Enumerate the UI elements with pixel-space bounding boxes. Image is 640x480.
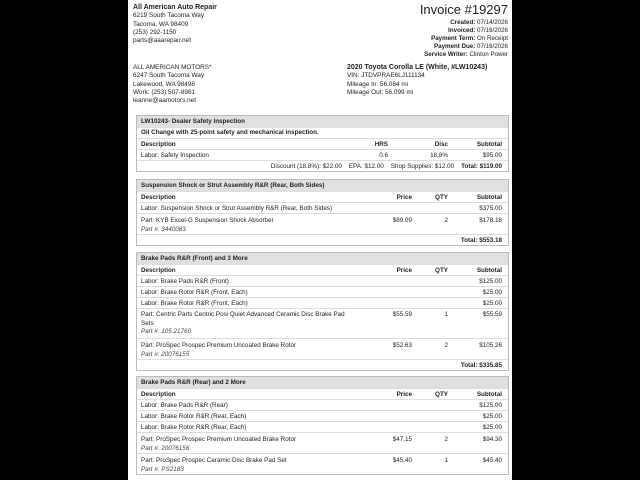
customer-address-2: Lakewood, WA 98498 [133, 80, 195, 88]
shop-address-2: Tacoma, WA 98409 [133, 20, 189, 28]
row-subtotal: $25.00 [482, 289, 502, 296]
row-qty: 2 [444, 217, 448, 224]
row-subtotal: $94.30 [482, 436, 502, 443]
invoice-invoiced: Invoiced: 07/16/2026 [448, 27, 508, 35]
vehicle-mileage-out: Mileage Out: 56,099 mi [347, 88, 414, 96]
job-section [136, 376, 509, 475]
job-title: Suspension Shock or Strut Assembly R&R (Rear, Both Sides) [137, 180, 508, 191]
table-row [137, 432, 508, 453]
job-title: Brake Pads R&R (Rear) and 2 More [137, 377, 508, 388]
table-header-row [137, 264, 508, 275]
col-hrs: HRS [374, 141, 388, 148]
row-subtotal: $45.40 [482, 457, 502, 464]
row-qty: 1 [444, 457, 448, 464]
part-number: Part #: PS2183 [141, 466, 184, 473]
table-row [137, 275, 508, 286]
row-description: Labor: Safety Inspection [141, 152, 209, 159]
summary-supplies: Shop Supplies: $12.00 [390, 163, 455, 170]
job-title: Brake Pads R&R (Front) and 3 More [137, 253, 508, 264]
col-description: Description [141, 194, 176, 201]
row-price: $47.15 [392, 436, 412, 443]
row-subtotal: $55.59 [482, 311, 502, 318]
table-row [137, 308, 508, 338]
row-subtotal: $25.00 [482, 413, 502, 420]
col-qty: QTY [435, 391, 448, 398]
row-qty: 1 [444, 311, 448, 318]
summary-discount: Discount (18.8%): $22.00 [270, 163, 342, 170]
table-row [137, 149, 508, 160]
row-description: Labor: Brake Pads R&R (Rear) [141, 402, 228, 409]
job-title: LW10243- Dealer Safety Inspection [137, 116, 508, 127]
row-description: Labor: Brake Pads R&R (Front) [141, 278, 229, 285]
table-header-row [137, 191, 508, 202]
col-description: Description [141, 267, 176, 274]
row-qty: 2 [444, 436, 448, 443]
part-number: Part #: 20076155 [141, 351, 190, 358]
row-price: $89.09 [392, 217, 412, 224]
col-qty: QTY [435, 194, 448, 201]
row-description: Labor: Brake Rotor R&R (Front, Each) [141, 300, 248, 307]
row-subtotal: $25.00 [482, 300, 502, 307]
table-row [137, 399, 508, 410]
row-description: Part: ProSpec Prospec Ceramic Disc Brake Pad Set [141, 457, 287, 464]
invoice-page [128, 0, 512, 480]
job-section [136, 115, 509, 172]
invoice-created: Created: 07/14/2026 [450, 19, 508, 26]
col-subtotal: Subtotal [476, 267, 502, 274]
col-price: Price [396, 194, 412, 201]
section-total: Total: $553.18 [137, 234, 508, 245]
row-disc: 18.8% [430, 152, 448, 159]
row-subtotal: $25.00 [482, 424, 502, 431]
vehicle-info [347, 64, 487, 97]
row-description: Labor: Brake Rotor R&R (Front, Each) [141, 289, 248, 296]
col-price: Price [396, 391, 412, 398]
row-subtotal: $105.26 [479, 342, 502, 349]
job-section [136, 252, 509, 371]
row-price: $45.40 [392, 457, 412, 464]
col-description: Description [141, 391, 176, 398]
vehicle-mileage-in: Mileage In: 56,084 mi [347, 80, 409, 88]
invoice-term: Payment Term: On Receipt [431, 35, 508, 43]
table-row [137, 213, 508, 234]
vehicle-title: 2020 Toyota Corolla LE (White, #LW10243) [347, 64, 488, 71]
section-total: Total: $119.00 [461, 163, 502, 170]
row-qty: 2 [444, 342, 448, 349]
col-qty: QTY [435, 267, 448, 274]
customer-info [133, 64, 211, 105]
col-subtotal: Subtotal [476, 391, 502, 398]
invoice-writer: Service Writer: Clinton Power [424, 51, 508, 59]
row-description: Labor: Suspension Shock or Strut Assembly R&R (Rear, Both Sides) [141, 205, 333, 212]
table-row [137, 297, 508, 308]
summary-row [137, 160, 508, 171]
col-price: Price [396, 267, 412, 274]
shop-name: All American Auto Repair [133, 4, 217, 11]
row-description: Part: ProSpec Prospec Premium Uncoated Brake Rotor [141, 342, 297, 349]
row-hrs: 0.6 [379, 152, 388, 159]
col-disc: Disc [434, 141, 448, 148]
shop-email[interactable]: parts@aaarepair.net [133, 37, 192, 45]
row-subtotal: $125.00 [479, 278, 502, 285]
part-number: Part #: 105.21760 [141, 328, 192, 335]
table-row [137, 286, 508, 297]
customer-name: ALL AMERICAN MOTORS* [133, 64, 212, 71]
table-row [137, 453, 508, 474]
customer-work-phone: Work: (253) 507-8981 [133, 88, 196, 96]
shop-phone: (253) 292-1150 [133, 28, 177, 36]
row-price: $52.63 [392, 342, 412, 349]
customer-address-1: 6247 South Tacoma Way [133, 72, 205, 80]
table-header-row [137, 388, 508, 399]
table-row [137, 421, 508, 432]
row-description: Labor: Brake Rotor R&R (Rear, Each) [141, 424, 247, 431]
invoice-number: Invoice #19297 [419, 2, 508, 17]
summary-epa: EPA: $12.00 [348, 163, 384, 170]
row-subtotal: $178.18 [479, 217, 502, 224]
shop-address-1: 6219 South Tacoma Way [133, 12, 205, 20]
row-description: Part: KYB Excel-G Suspension Shock Absorber [141, 217, 274, 224]
row-description: Part: Centric Parts Centric Posi Quiet Advanced Ceramic Disc Brake Pad Sets [141, 311, 345, 327]
part-number: Part #: 3440083 [141, 226, 186, 233]
part-number: Part #: 20076156 [141, 445, 190, 452]
shop-info [133, 4, 217, 45]
section-total: Total: $335.85 [137, 359, 508, 370]
invoice-meta [420, 2, 508, 59]
col-subtotal: Subtotal [476, 141, 502, 148]
vehicle-vin: VIN: JTDVPRAE6LJ111134 [347, 72, 425, 80]
table-row [137, 410, 508, 421]
row-description: Labor: Brake Rotor R&R (Rear, Each) [141, 413, 247, 420]
row-subtotal: $95.00 [482, 152, 502, 159]
job-note: Oil Change with 25-point safety and mechanical inspection. [137, 127, 508, 138]
table-row [137, 202, 508, 213]
customer-email[interactable]: leanne@aamotors.net [133, 97, 196, 105]
row-subtotal: $125.00 [479, 402, 502, 409]
col-subtotal: Subtotal [476, 194, 502, 201]
row-price: $55.59 [392, 311, 412, 318]
col-description: Description [141, 141, 176, 148]
job-section [136, 179, 509, 246]
row-description: Part: ProSpec Prospec Premium Uncoated Brake Rotor [141, 436, 297, 443]
table-row [137, 338, 508, 359]
table-header-row [137, 138, 508, 149]
invoice-due: Payment Due: 07/16/2026 [434, 43, 508, 51]
row-subtotal: $375.00 [479, 205, 502, 212]
